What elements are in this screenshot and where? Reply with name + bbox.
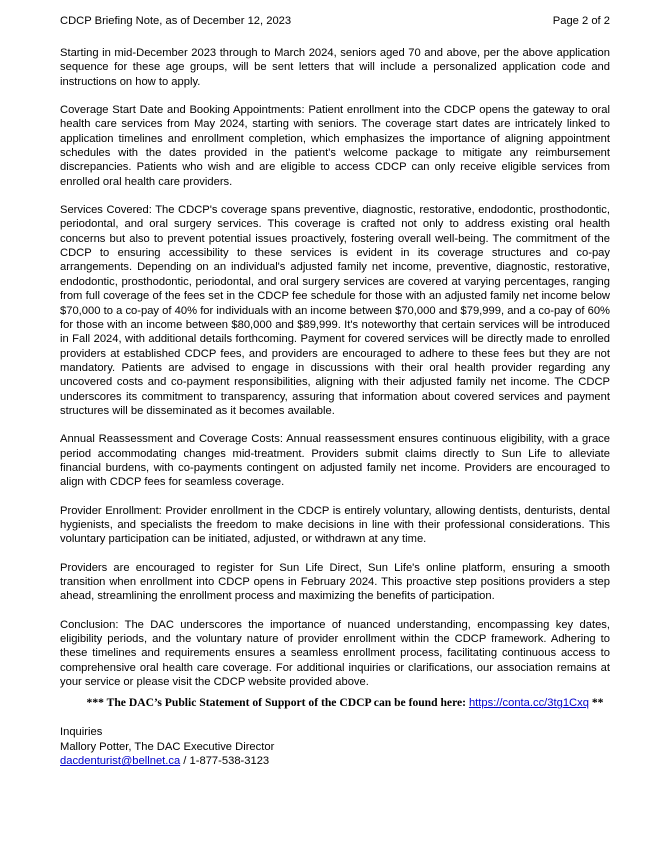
paragraph-services-covered: Services Covered: The CDCP's coverage spans preventive, diagnostic, restorative, endodontic, prosthodontic, periodontal, and oral surgery services. This coverage is crafted not only to address existing oral health concerns but also to prevent potential issues proactively, fostering overall well-being. The commitment of the CDCP to ensuring accessibility to these services is evident in its coverage structures and co-pay arrangements. Depending on an individual's adjusted family net income, preventive, diagnostic, restorative, endodontic, prosthodontic, periodontal, and oral surgery services are covered at varying percentages, ranging from full coverage of the fees set in the CDCP fee schedule for those with an adjusted family net income below $70,000 to a co-pay of 40% for individuals with an income between $70,000 and $79,999, and a co-pay of 60% for those with an income between $80,000 and $89,999. It's noteworthy that certain services will be introduced in Fall 2024, with additional details forthcoming. Payment for covered services will be directly made to enrolled providers at established CDCP fees, and providers are encouraged to adhere to these fees but they are not mandatory. Patients are advised to engage in discussions with their oral health provider regarding any uncovered costs and co-payment responsibilities, aligning with their adjusted family net income. The CDCP underscores its commitment to transparency, assuring that information about covered services and payment structures will be disseminated as it becomes available.: [60, 204, 610, 417]
paragraph-annual-reassessment: Annual Reassessment and Coverage Costs: Annual reassessment ensures continuous eligibility, with a grace period accommodating changes mid-treatment. Providers submit claims directly to Sun Life to alleviate financial burdens, with co-payments contingent on adjusted family net income. Providers are encouraged to align with CDCP fees for seamless coverage.: [60, 433, 610, 489]
public-statement-line: [60, 695, 610, 711]
public-statement-suffix: **: [591, 696, 604, 710]
paragraph-coverage-start-date: Coverage Start Date and Booking Appointments: Patient enrollment into the CDCP opens the gateway to oral health care services from May 2024, starting with seniors. The coverage start dates are intricately linked to application timelines and enrollment completion, which emphasizes the importance of aligning appointment schedules with the dates provided in the patient's welcome package to mitigate any reimbursement discrepancies. Patients who wish and are eligible to access CDCP can only receive eligible services from enrolled oral health care providers.: [60, 104, 610, 188]
public-statement-link[interactable]: https://conta.cc/3tg1Cxq: [468, 697, 589, 710]
paragraph-provider-enrollment: Provider Enrollment: Provider enrollment in the CDCP is entirely voluntary, allowing dentists, denturists, dental hygienists, and specialists the freedom to make decisions in line with their professional considerations. This voluntary participation can be initiated, adjusted, or withdrawn at any time.: [60, 504, 610, 546]
signature-block: [60, 725, 610, 768]
document-header: [60, 14, 610, 28]
header-title: CDCP Briefing Note, as of December 12, 2023: [60, 15, 292, 27]
paragraph-conclusion: Conclusion: The DAC underscores the importance of nuanced understanding, encompassing key dates, eligibility periods, and the voluntary nature of provider enrollment within the CDCP framework. Adhering to these timelines and requirements ensures a seamless enrollment process, facilitating continuous access to comprehensive oral health care coverage. For additional inquiries or clarifications, our association remains at your service or please visit the CDCP website provided above.: [60, 618, 610, 689]
page-number: Page 2 of 2: [552, 15, 610, 27]
contact-phone: 1-877-538-3123: [189, 755, 270, 768]
contact-email-link[interactable]: dacdenturist@bellnet.ca: [60, 755, 181, 768]
paragraph-sun-life-direct: Providers are encouraged to register for Sun Life Direct, Sun Life's online platform, ensuring a smooth transition when enrollment into CDCP opens in February 2024. This proactive step positions providers a step ahead, streamlining the enrollment process and maximizing the benefits of participation.: [60, 561, 610, 603]
document-body: [60, 46, 610, 769]
inquiries-heading: Inquiries: [60, 726, 103, 739]
contact-name-title: Mallory Potter, The DAC Executive Director: [60, 740, 275, 753]
paragraph-starting-letters: Starting in mid-December 2023 through to March 2024, seniors aged 70 and above, per the above application sequence for these age groups, will be sent letters that will include a personalized application code and instructions on how to apply.: [60, 47, 610, 88]
contact-separator: /: [180, 755, 190, 768]
public-statement-prefix: *** The DAC’s Public Statement of Support of the CDCP can be found here:: [86, 696, 467, 710]
contact-line: [60, 754, 610, 768]
